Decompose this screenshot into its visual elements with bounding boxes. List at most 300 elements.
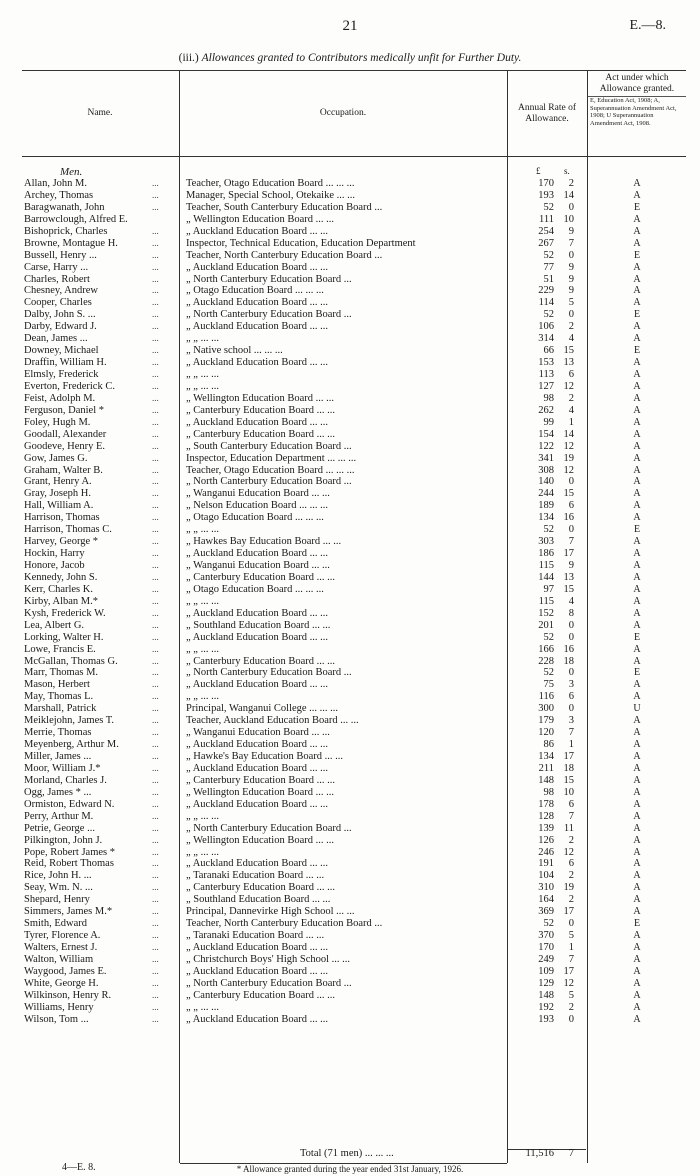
row-shillings: 3 (568, 715, 574, 727)
row-shillings: 1 (568, 942, 574, 953)
row-shillings: 11 (563, 822, 574, 834)
row-pounds: 52 (543, 631, 554, 643)
row-shillings: 16 (563, 643, 574, 655)
row-name: Gow, James G. (24, 452, 88, 464)
row-pounds: 111 (539, 213, 554, 225)
row-act: A (633, 715, 641, 727)
row-leader-dots: ... (152, 285, 159, 296)
row-occupation: Teacher, Otago Education Board ... ... ... (186, 178, 355, 189)
row-pounds: 228 (538, 655, 554, 667)
table-row (0, 799, 700, 811)
table-row (0, 691, 700, 703)
row-occupation: „ „ ... ... (186, 369, 219, 380)
row-pounds: 192 (538, 1001, 554, 1013)
row-shillings: 13 (563, 571, 574, 583)
row-act: A (633, 679, 641, 691)
row-name: Kirby, Alban M.* (24, 595, 98, 607)
row-pounds: 148 (538, 989, 554, 1001)
row-leader-dots: ... (152, 619, 159, 630)
row-leader-dots: ... (152, 643, 159, 654)
table-row (0, 393, 700, 405)
table-row (0, 763, 700, 775)
row-shillings: 0 (568, 1013, 574, 1025)
row-pounds: 170 (538, 178, 554, 189)
row-pounds: 211 (538, 762, 554, 774)
row-name: McGallan, Thomas G. (24, 655, 118, 667)
row-occupation: „ North Canterbury Education Board ... (186, 476, 352, 488)
row-name: Perry, Arthur M. (24, 810, 94, 822)
row-occupation: „ North Canterbury Education Board ... (186, 309, 352, 321)
table-row (0, 476, 700, 488)
row-act: A (633, 965, 641, 977)
row-pounds: 164 (538, 894, 554, 906)
row-name: Lea, Albert G. (24, 619, 85, 631)
row-leader-dots: ... (152, 691, 159, 702)
row-pounds: 140 (538, 476, 554, 488)
row-pounds: 127 (538, 380, 554, 392)
row-name: Moor, William J.* (24, 762, 101, 774)
row-pounds: 52 (543, 309, 554, 321)
row-act: A (633, 404, 641, 416)
row-act: A (633, 416, 641, 428)
row-occupation: „ „ ... ... (186, 810, 219, 822)
row-name: Ormiston, Edward N. (24, 798, 115, 810)
row-shillings: 9 (568, 560, 574, 571)
row-name: Baragwanath, John (24, 201, 105, 213)
row-leader-dots: ... (152, 703, 159, 714)
row-leader-dots: ... (152, 333, 159, 344)
row-occupation: „ Wanganui Education Board ... ... (186, 488, 330, 500)
table-row (0, 345, 700, 357)
row-shillings: 15 (563, 774, 574, 786)
row-leader-dots: ... (152, 631, 159, 642)
row-act: A (633, 727, 641, 739)
row-name: Ferguson, Daniel * (24, 404, 105, 416)
row-leader-dots: ... (152, 607, 159, 618)
row-act: A (633, 380, 641, 392)
row-pounds: 134 (538, 512, 554, 524)
row-act: A (633, 762, 641, 774)
row-shillings: 3 (568, 679, 574, 691)
row-shillings: 17 (563, 965, 574, 977)
total-pounds: 11,516 (525, 1148, 554, 1159)
row-leader-dots: ... (152, 512, 159, 523)
row-leader-dots: ... (152, 834, 159, 845)
row-pounds: 310 (538, 882, 554, 894)
row-shillings: 7 (568, 536, 574, 548)
row-shillings: 1 (568, 416, 574, 428)
row-shillings: 0 (568, 309, 574, 321)
row-occupation: „ Auckland Education Board ... ... (186, 607, 329, 619)
row-name: Bussell, Henry ... (24, 249, 97, 261)
column-header-act (588, 71, 686, 158)
row-act: A (633, 440, 641, 452)
table-row (0, 906, 700, 918)
row-act: A (633, 619, 641, 631)
row-occupation: „ Canterbury Education Board ... ... (186, 774, 335, 786)
table-row (0, 1014, 700, 1026)
row-pounds: 98 (543, 786, 554, 798)
table-row (0, 453, 700, 465)
row-act: E (633, 667, 641, 679)
row-shillings: 5 (568, 297, 574, 309)
row-shillings: 2 (568, 392, 574, 404)
row-occupation: „ Auckland Education Board ... ... (186, 798, 329, 810)
row-shillings: 12 (563, 464, 574, 476)
row-leader-dots: ... (152, 321, 159, 332)
row-occupation: Manager, Special School, Otekaike ... ... (186, 189, 355, 201)
row-shillings: 14 (563, 189, 574, 201)
row-act: A (633, 321, 641, 333)
row-name: Draffin, William H. (24, 357, 107, 369)
row-name: Goodeve, Henry E. (24, 440, 106, 452)
row-name: Waygood, James E. (24, 965, 107, 977)
table-row (0, 429, 700, 441)
row-shillings: 18 (563, 655, 574, 667)
row-leader-dots: ... (152, 476, 159, 487)
table-row (0, 644, 700, 656)
row-act: A (633, 285, 641, 297)
table-row (0, 381, 700, 393)
table-row (0, 1002, 700, 1014)
table-row (0, 620, 700, 632)
row-name: Simmers, James M.* (24, 906, 113, 918)
table-row (0, 703, 700, 715)
unit-pounds: £ (536, 166, 541, 176)
row-occupation: Teacher, South Canterbury Education Board ... (186, 201, 383, 213)
row-occupation: „ Wellington Education Board ... ... (186, 834, 334, 846)
row-name: Everton, Frederick C. (24, 380, 115, 392)
row-pounds: 303 (538, 536, 554, 548)
row-occupation: „ Auckland Education Board ... ... (186, 739, 329, 751)
row-act: A (633, 906, 641, 918)
table-row (0, 656, 700, 668)
row-pounds: 52 (543, 918, 554, 930)
table-row (0, 667, 700, 679)
row-leader-dots: ... (152, 786, 159, 797)
row-act: A (633, 178, 641, 189)
row-name: Walton, William (24, 953, 94, 965)
row-act: A (633, 882, 641, 894)
row-pounds: 139 (538, 822, 554, 834)
row-pounds: 148 (538, 774, 554, 786)
row-occupation: „ North Canterbury Education Board ... (186, 822, 352, 834)
row-act: A (633, 452, 641, 464)
row-pounds: 115 (538, 560, 554, 571)
row-occupation: Teacher, North Canterbury Education Board ... (186, 918, 383, 930)
table-row (0, 500, 700, 512)
row-act: A (633, 751, 641, 762)
row-name: Graham, Walter B. (24, 464, 103, 476)
row-pounds: 201 (538, 619, 554, 631)
row-pounds: 179 (538, 715, 554, 727)
row-pounds: 153 (538, 357, 554, 369)
row-leader-dots: ... (152, 524, 159, 535)
table-row (0, 309, 700, 321)
table-row (0, 632, 700, 644)
row-act: A (633, 858, 641, 870)
row-act: A (633, 583, 641, 595)
row-name: Pilkington, John J. (24, 834, 103, 846)
row-pounds: 128 (538, 810, 554, 822)
row-shillings: 12 (563, 380, 574, 392)
row-name: May, Thomas L. (24, 691, 94, 703)
row-shillings: 18 (563, 762, 574, 774)
row-leader-dots: ... (152, 249, 159, 260)
total-label: Total (71 men) ... ... ... (300, 1148, 394, 1159)
table-row (0, 441, 700, 453)
table-row (0, 333, 700, 345)
row-pounds: 99 (543, 416, 554, 428)
footnote: * Allowance granted during the year ended 31st January, 1926. (236, 1164, 464, 1174)
table-row (0, 954, 700, 966)
row-act: A (633, 261, 641, 273)
table-row (0, 990, 700, 1002)
header-bottom-rule (22, 156, 686, 157)
row-name: Browne, Montague H. (24, 237, 118, 249)
row-pounds: 369 (538, 906, 554, 918)
row-name: Rice, John H. ... (24, 870, 92, 882)
row-shillings: 1 (568, 739, 574, 751)
row-occupation: „ Canterbury Education Board ... ... (186, 404, 335, 416)
row-pounds: 98 (543, 392, 554, 404)
row-shillings: 6 (568, 369, 574, 380)
row-leader-dots: ... (152, 237, 159, 248)
row-name: Chesney, Andrew (24, 285, 98, 297)
row-name: Kerr, Charles K. (24, 583, 93, 595)
row-shillings: 5 (568, 930, 574, 942)
table-row (0, 202, 700, 214)
row-shillings: 6 (568, 500, 574, 512)
row-name: Williams, Henry (24, 1001, 94, 1013)
row-occupation: „ „ ... ... (186, 595, 219, 607)
row-act: A (633, 488, 641, 500)
table-row (0, 226, 700, 238)
row-pounds: 52 (543, 249, 554, 261)
row-shillings: 15 (563, 488, 574, 500)
table-row (0, 835, 700, 847)
table-row (0, 297, 700, 309)
row-leader-dots: ... (152, 560, 159, 570)
row-pounds: 186 (538, 548, 554, 560)
row-name: Wilkinson, Henry R. (24, 989, 112, 1001)
row-leader-dots: ... (152, 762, 159, 773)
row-name: Morland, Charles J. (24, 774, 107, 786)
row-name: Barrowclough, Alfred E. (24, 213, 128, 225)
row-act: A (633, 846, 641, 858)
row-leader-dots: ... (152, 894, 159, 905)
table-row (0, 679, 700, 691)
row-pounds: 52 (543, 201, 554, 213)
row-shillings: 6 (568, 858, 574, 870)
row-shillings: 0 (568, 667, 574, 679)
row-act: A (633, 297, 641, 309)
row-act: U (633, 703, 641, 715)
row-leader-dots: ... (152, 392, 159, 403)
row-name: Tyrer, Florence A. (24, 930, 101, 942)
row-leader-dots: ... (152, 500, 159, 511)
row-occupation: Principal, Wanganui College ... ... ... (186, 703, 339, 715)
row-act: A (633, 392, 641, 404)
row-shillings: 7 (568, 727, 574, 739)
row-pounds: 77 (543, 261, 554, 273)
row-pounds: 104 (538, 870, 554, 882)
row-name: Marshall, Patrick (24, 703, 97, 715)
section-label: Men. (60, 166, 83, 178)
row-occupation: „ Auckland Education Board ... ... (186, 762, 329, 774)
row-act: A (633, 930, 641, 942)
row-shillings: 2 (568, 178, 574, 189)
row-leader-dots: ... (152, 870, 159, 881)
table-row (0, 894, 700, 906)
table-row (0, 584, 700, 596)
row-leader-dots: ... (152, 380, 159, 391)
row-occupation: Teacher, North Canterbury Education Board ... (186, 249, 383, 261)
row-act: A (633, 977, 641, 989)
row-occupation: Inspector, Education Department ... ... ... (186, 452, 357, 464)
row-shillings: 7 (568, 810, 574, 822)
row-pounds: 249 (538, 953, 554, 965)
row-pounds: 113 (538, 369, 554, 380)
row-occupation: „ „ ... ... (186, 333, 219, 345)
row-act: E (633, 201, 641, 213)
row-pounds: 109 (538, 965, 554, 977)
row-shillings: 0 (568, 476, 574, 488)
row-act: A (633, 607, 641, 619)
table-row (0, 548, 700, 560)
table-row (0, 930, 700, 942)
row-occupation: „ Taranaki Education Board ... ... (186, 870, 325, 882)
row-occupation: „ Wellington Education Board ... ... (186, 213, 334, 225)
row-name: Cooper, Charles (24, 297, 92, 309)
row-occupation: „ Auckland Education Board ... ... (186, 357, 329, 369)
row-occupation: „ Christchurch Boys' High School ... ... (186, 953, 351, 965)
row-act: A (633, 595, 641, 607)
table-row (0, 238, 700, 250)
row-act: A (633, 464, 641, 476)
row-leader-dots: ... (152, 942, 159, 952)
row-shillings: 15 (563, 583, 574, 595)
row-name: Merrie, Thomas (24, 727, 92, 739)
table-row (0, 847, 700, 859)
table-row (0, 357, 700, 369)
table-row (0, 918, 700, 930)
row-pounds: 52 (543, 524, 554, 536)
row-occupation: „ Taranaki Education Board ... ... (186, 930, 325, 942)
row-leader-dots: ... (152, 739, 159, 750)
row-pounds: 193 (538, 189, 554, 201)
row-name: Bishoprick, Charles (24, 225, 108, 237)
row-occupation: „ Otago Education Board ... ... ... (186, 583, 324, 595)
row-act: A (633, 548, 641, 560)
row-act: A (633, 357, 641, 369)
row-shillings: 19 (563, 452, 574, 464)
table-row (0, 751, 700, 763)
row-pounds: 152 (538, 607, 554, 619)
row-pounds: 154 (538, 428, 554, 440)
row-act: E (633, 345, 641, 357)
row-leader-dots: ... (152, 774, 159, 785)
row-shillings: 0 (568, 249, 574, 261)
table-row (0, 942, 700, 954)
row-occupation: „ Canterbury Education Board ... ... (186, 428, 335, 440)
row-name: Meyenberg, Arthur M. (24, 739, 119, 751)
row-pounds: 126 (538, 834, 554, 846)
row-leader-dots: ... (152, 357, 159, 368)
row-pounds: 166 (538, 643, 554, 655)
footer-reference: 4—E. 8. (62, 1162, 96, 1173)
row-leader-dots: ... (152, 906, 159, 917)
row-occupation: „ Canterbury Education Board ... ... (186, 571, 335, 583)
row-name: Miller, James ... (24, 751, 92, 762)
table-row (0, 512, 700, 524)
row-leader-dots: ... (152, 822, 159, 833)
row-pounds: 244 (538, 488, 554, 500)
row-shillings: 10 (563, 213, 574, 225)
row-shillings: 15 (563, 345, 574, 357)
row-shillings: 0 (568, 918, 574, 930)
row-leader-dots: ... (152, 548, 159, 559)
row-leader-dots: ... (152, 953, 159, 964)
row-name: Elmsly, Frederick (24, 369, 99, 380)
row-shillings: 0 (568, 703, 574, 715)
column-header-name: Name. (87, 108, 113, 118)
row-leader-dots: ... (152, 464, 159, 475)
row-act: A (633, 1013, 641, 1025)
row-act: A (633, 870, 641, 882)
row-pounds: 116 (538, 691, 554, 703)
row-shillings: 8 (568, 607, 574, 619)
row-leader-dots: ... (152, 965, 159, 976)
row-shillings: 0 (568, 201, 574, 213)
row-occupation: „ „ ... ... (186, 380, 219, 392)
row-name: Harvey, George * (24, 536, 99, 548)
row-name: Harrison, Thomas (24, 512, 100, 524)
row-leader-dots: ... (152, 595, 159, 606)
table-row (0, 488, 700, 500)
row-leader-dots: ... (152, 810, 159, 821)
row-name: Darby, Edward J. (24, 321, 97, 333)
page-reference: E.—8. (629, 18, 666, 33)
row-name: Shepard, Henry (24, 894, 90, 906)
row-act: A (633, 655, 641, 667)
row-pounds: 52 (543, 667, 554, 679)
row-occupation: „ Canterbury Education Board ... ... (186, 655, 335, 667)
row-act: A (633, 798, 641, 810)
row-pounds: 75 (543, 679, 554, 691)
row-name: Kennedy, John S. (24, 571, 98, 583)
act-header-rule (588, 96, 686, 97)
row-occupation: „ Auckland Education Board ... ... (186, 548, 329, 560)
row-leader-dots: ... (152, 715, 159, 726)
row-act: A (633, 953, 641, 965)
row-occupation: Inspector, Technical Education, Education Department (186, 237, 416, 249)
table-row (0, 978, 700, 990)
table-row (0, 811, 700, 823)
table-row (0, 250, 700, 262)
row-occupation: „ Wellington Education Board ... ... (186, 786, 334, 798)
row-pounds: 267 (538, 237, 554, 249)
row-leader-dots: ... (152, 571, 159, 582)
table-row (0, 739, 700, 751)
row-leader-dots: ... (152, 225, 159, 236)
table-row (0, 465, 700, 477)
row-occupation: „ Wellington Education Board ... ... (186, 392, 334, 404)
row-occupation: „ Wanganui Education Board ... ... (186, 727, 330, 739)
table-row (0, 560, 700, 572)
row-name: Carse, Harry ... (24, 261, 89, 273)
row-pounds: 246 (538, 846, 554, 858)
